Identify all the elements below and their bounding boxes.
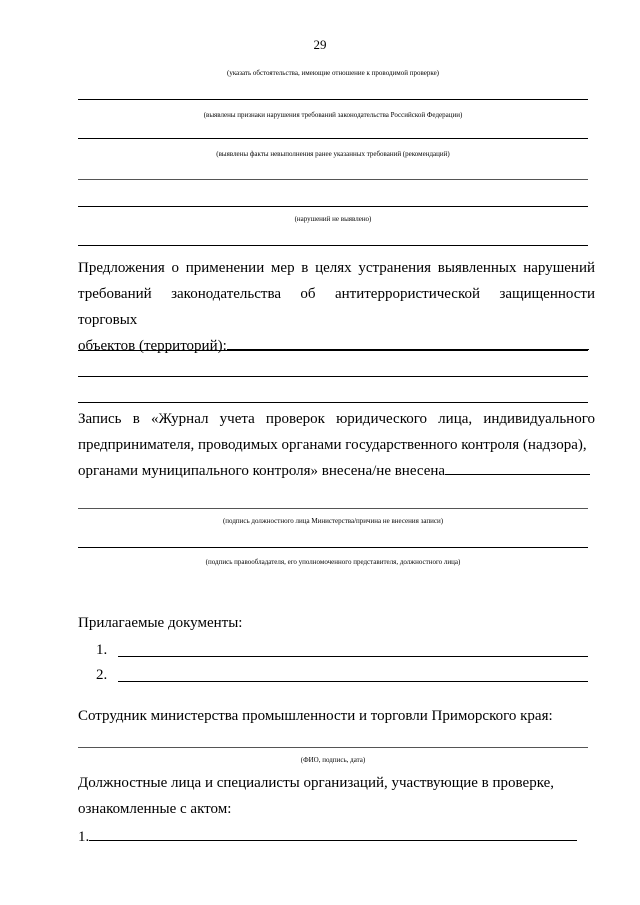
blank-line[interactable] — [78, 547, 588, 548]
attached-item-2-line[interactable] — [118, 681, 588, 682]
attached-item-2 — [96, 665, 107, 685]
attached-heading: Прилагаемые документы: — [78, 615, 243, 631]
blank-line[interactable] — [78, 402, 588, 403]
proposals-line-3: объектов (территорий): — [78, 338, 227, 354]
journal-fill-line[interactable] — [445, 460, 590, 475]
caption-official-signature: (подпись должностного лица Министерства/причина не внесения записи) — [222, 517, 444, 525]
caption-holder-signature: (подпись правообладателя, его уполномоченного представителя, должностного лица) — [205, 558, 461, 566]
officials-line-2: ознакомленные с актом: — [78, 801, 232, 817]
caption-no-violations: (нарушений не выявлено) — [294, 215, 372, 223]
caption-violations-found: (выявлены признаки нарушения требований законодательства Российской Федерации) — [203, 111, 463, 119]
blank-line[interactable] — [78, 350, 588, 351]
page-number: 29 — [313, 37, 327, 52]
caption-unfulfilled: (выявлены факты невыполнения ранее указанных требований (рекомендаций) — [216, 150, 450, 158]
journal-line-3: органами муниципального контроля» внесена/не внесена — [78, 463, 446, 479]
blank-line[interactable] — [78, 376, 588, 377]
blank-line[interactable] — [78, 747, 588, 748]
proposals-paragraph — [78, 255, 595, 359]
caption-circumstances: (указать обстоятельства, имеющие отношение к проводимой проверке) — [226, 69, 440, 77]
list-number: 2. — [96, 667, 108, 683]
blank-line[interactable] — [78, 245, 588, 246]
attached-item-1-line[interactable] — [118, 656, 588, 657]
employee-label: Сотрудник министерства промышленности и торговли Приморского края: — [78, 708, 553, 724]
journal-line-1: Запись в «Журнал учета проверок юридического лица, индивидуального — [78, 411, 595, 427]
officials-line-1: Должностные лица и специалисты организаций, участвующие в проверке, — [78, 775, 555, 791]
attached-item-1 — [96, 640, 107, 660]
officials-item-1-line[interactable] — [89, 826, 577, 841]
list-number: 1. — [78, 829, 90, 845]
proposals-line-2: требований законодательства об антитеррористической защищенности торговых — [78, 286, 595, 328]
caption-fio: (ФИО, подпись, дата) — [300, 756, 366, 764]
journal-line-2: предпринимателя, проводимых органами государственного контроля (надзора), — [78, 437, 587, 453]
blank-line[interactable] — [78, 206, 588, 207]
blank-line[interactable] — [78, 138, 588, 139]
officials-paragraph — [78, 770, 595, 822]
proposals-fill-line[interactable] — [227, 335, 589, 350]
officials-item-1 — [78, 826, 577, 847]
blank-line[interactable] — [78, 99, 588, 100]
blank-line[interactable] — [78, 179, 588, 180]
proposals-line-1: Предложения о применении мер в целях устранения выявленных нарушений — [78, 260, 595, 276]
list-number: 1. — [96, 642, 108, 658]
blank-line[interactable] — [78, 508, 588, 509]
journal-paragraph — [78, 406, 595, 484]
